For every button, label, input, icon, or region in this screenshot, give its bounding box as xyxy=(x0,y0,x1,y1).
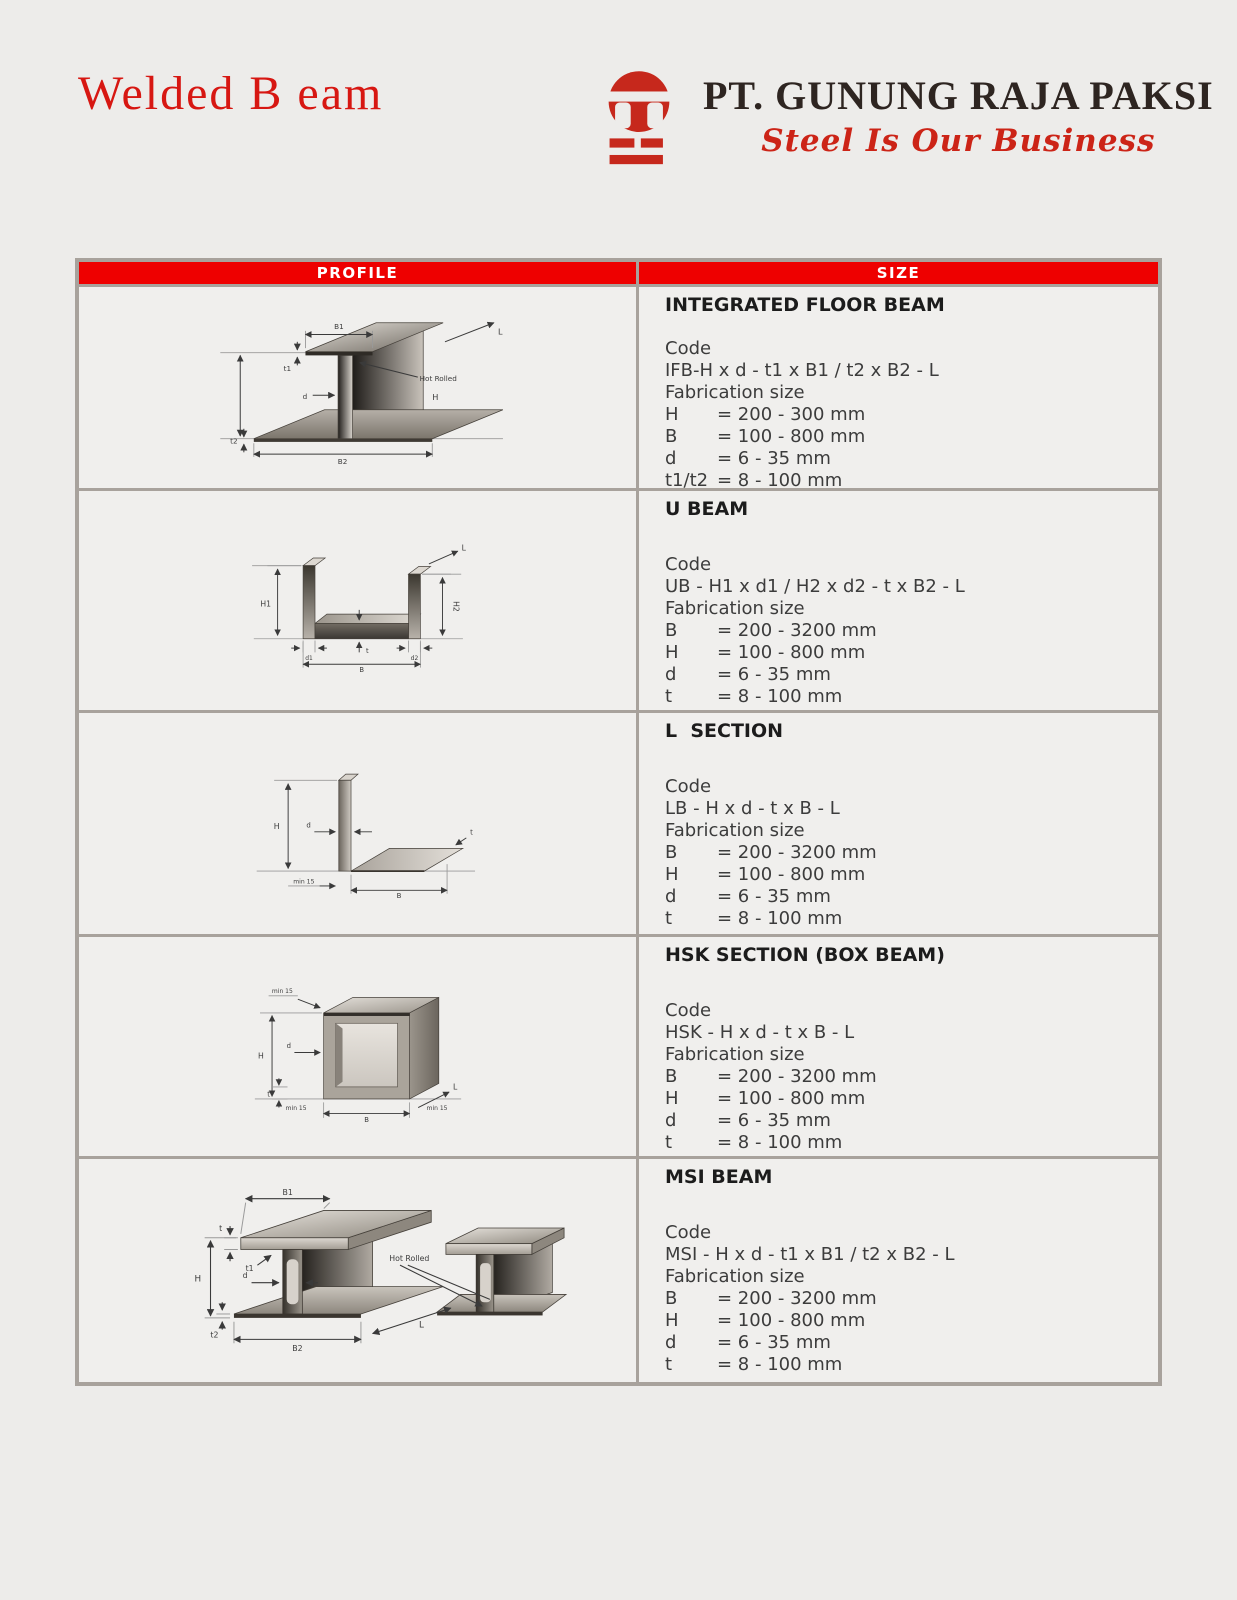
annotation-min15: min 15 xyxy=(292,878,314,886)
dim-key: H xyxy=(665,404,679,425)
ifb-profile-drawing xyxy=(197,311,519,465)
dimension-row xyxy=(665,470,1146,488)
company-tagline: Steel Is Our Business xyxy=(761,123,1156,159)
profile-cell-msi xyxy=(79,1159,636,1382)
code-label: Code xyxy=(665,338,712,359)
dim-value: = 8 - 100 mm xyxy=(717,686,843,707)
dim-value: = 6 - 35 mm xyxy=(717,448,831,469)
product-name: U BEAM xyxy=(665,498,749,520)
dim-label-t: t xyxy=(266,1090,270,1099)
dim-label-b: B xyxy=(363,1116,369,1123)
dim-key: t xyxy=(665,908,673,929)
dim-label-t: t xyxy=(218,1223,222,1233)
dim-label-t: t xyxy=(469,828,473,837)
size-cell-ifb xyxy=(639,287,1158,488)
dim-label-h1: H1 xyxy=(260,599,272,609)
product-name: L SECTION xyxy=(665,720,784,742)
code-value: UB - H1 x d1 / H2 x d2 - t x B2 - L xyxy=(665,576,965,597)
dim-key: d xyxy=(665,448,677,469)
dim-label-l: L xyxy=(497,326,502,337)
dim-value: = 8 - 100 mm xyxy=(717,1354,843,1375)
dimension-row xyxy=(665,620,1146,642)
dim-value: = 100 - 800 mm xyxy=(717,1310,866,1331)
dim-key: B xyxy=(665,1066,678,1087)
dim-value: = 8 - 100 mm xyxy=(717,908,843,929)
fabrication-label: Fabrication size xyxy=(665,1266,805,1287)
msi-profile-drawing xyxy=(148,1183,568,1359)
dim-label-t2: t2 xyxy=(209,1329,218,1339)
dim-value: = 8 - 100 mm xyxy=(717,470,843,488)
dim-key: d xyxy=(665,664,677,685)
dim-label-b2: B2 xyxy=(291,1343,303,1353)
u-beam-profile-drawing xyxy=(230,528,485,673)
dim-label-t1: t1 xyxy=(245,1263,254,1273)
annotation-hot-rolled: Hot Rolled xyxy=(419,373,457,383)
dim-key: H xyxy=(665,864,679,885)
dim-value: = 200 - 3200 mm xyxy=(717,620,877,641)
dim-key: B xyxy=(665,426,678,447)
dimension-row xyxy=(665,1088,1146,1110)
code-value: LB - H x d - t x B - L xyxy=(665,798,840,819)
company-brand xyxy=(593,58,1214,182)
dim-value: = 100 - 800 mm xyxy=(717,1088,866,1109)
dim-value: = 100 - 800 mm xyxy=(717,642,866,663)
dim-value: = 200 - 3200 mm xyxy=(717,842,877,863)
dim-key: t1/t2 xyxy=(665,470,709,488)
l-section-profile-drawing xyxy=(227,747,489,900)
dim-label-t2: t2 xyxy=(229,435,238,445)
dim-key: H xyxy=(665,642,679,663)
dim-label-t: t xyxy=(366,647,369,656)
dimension-row xyxy=(665,404,1146,426)
company-name: PT. GUNUNG RAJA PAKSI xyxy=(703,73,1214,118)
code-label: Code xyxy=(665,1000,712,1021)
dim-value: = 200 - 300 mm xyxy=(717,404,866,425)
dim-label-d: d xyxy=(286,1042,291,1051)
dim-key: B xyxy=(665,1288,678,1309)
dimension-row xyxy=(665,886,1146,908)
dim-value: = 6 - 35 mm xyxy=(717,664,831,685)
dim-label-b1: B1 xyxy=(333,321,344,331)
dim-label-b2: B2 xyxy=(337,456,347,465)
code-value: MSI - H x d - t1 x B1 / t2 x B2 - L xyxy=(665,1244,955,1265)
dimension-row xyxy=(665,448,1146,470)
dim-label-d2: d2 xyxy=(410,655,419,662)
code-value: IFB-H x d - t1 x B1 / t2 x B2 - L xyxy=(665,360,939,381)
dim-value: = 100 - 800 mm xyxy=(717,426,866,447)
dim-label-b: B xyxy=(359,665,365,673)
dim-label-l: L xyxy=(418,1320,424,1331)
dim-label-h: H xyxy=(194,1274,201,1285)
profile-column-header: PROFILE xyxy=(79,262,636,284)
dimension-row xyxy=(665,842,1146,864)
size-cell-ubeam xyxy=(639,491,1158,710)
code-label: Code xyxy=(665,1222,712,1243)
dim-label-h: H xyxy=(257,1051,264,1061)
dim-key: d xyxy=(665,1332,677,1353)
dim-label-h: H xyxy=(273,822,280,832)
dim-label-d: d xyxy=(302,391,307,401)
dim-value: = 200 - 3200 mm xyxy=(717,1288,877,1309)
size-cell-lsection xyxy=(639,713,1158,934)
dim-key: B xyxy=(665,620,678,641)
dimension-row xyxy=(665,1110,1146,1132)
dimension-row xyxy=(665,1066,1146,1088)
annotation-min15-top: min 15 xyxy=(271,988,293,996)
dimension-row xyxy=(665,1332,1146,1354)
grp-logo-icon xyxy=(593,58,685,182)
dim-key: t xyxy=(665,686,673,707)
dimension-row xyxy=(665,1288,1146,1310)
product-name: HSK SECTION (BOX BEAM) xyxy=(665,944,945,966)
annotation-min15-left: min 15 xyxy=(285,1105,307,1113)
brand-text xyxy=(703,58,1214,182)
dim-key: H xyxy=(665,1088,679,1109)
dim-label-h2: H2 xyxy=(451,601,461,612)
dim-value: = 6 - 35 mm xyxy=(717,1110,831,1131)
dim-label-h: H xyxy=(431,391,438,402)
dim-key: d xyxy=(665,886,677,907)
product-name: INTEGRATED FLOOR BEAM xyxy=(665,294,945,316)
size-cell-msi xyxy=(639,1159,1158,1382)
dim-value: = 8 - 100 mm xyxy=(717,1132,843,1153)
dim-label-d1: d1 xyxy=(305,655,313,662)
dim-label-t1: t1 xyxy=(283,363,291,373)
size-cell-hsk xyxy=(639,937,1158,1156)
profile-cell-ifb xyxy=(79,287,636,488)
annotation-hot-rolled: Hot Rolled xyxy=(388,1253,429,1263)
dimension-row xyxy=(665,1310,1146,1332)
dim-value: = 200 - 3200 mm xyxy=(717,1066,877,1087)
dim-value: = 100 - 800 mm xyxy=(717,864,866,885)
dimension-row xyxy=(665,664,1146,686)
dimension-row xyxy=(665,1132,1146,1154)
dimension-row xyxy=(665,908,1146,930)
code-label: Code xyxy=(665,776,712,797)
page-title: Welded B eam xyxy=(78,67,384,120)
annotation-min15-right: min 15 xyxy=(426,1105,448,1113)
fabrication-label: Fabrication size xyxy=(665,1044,805,1065)
dim-label-l: L xyxy=(461,543,466,553)
fabrication-label: Fabrication size xyxy=(665,820,805,841)
hsk-profile-drawing xyxy=(229,970,487,1123)
dim-value: = 6 - 35 mm xyxy=(717,886,831,907)
dimension-row xyxy=(665,426,1146,448)
product-table xyxy=(75,258,1162,1386)
dimension-row xyxy=(665,1354,1146,1376)
dim-value: = 6 - 35 mm xyxy=(717,1332,831,1353)
product-name: MSI BEAM xyxy=(665,1166,773,1188)
dimension-row xyxy=(665,686,1146,708)
fabrication-label: Fabrication size xyxy=(665,598,805,619)
fabrication-label: Fabrication size xyxy=(665,382,805,403)
dim-label-d: d xyxy=(242,1270,248,1280)
dim-label-b1: B1 xyxy=(282,1187,293,1197)
dim-key: t xyxy=(665,1354,673,1375)
profile-cell-lsection xyxy=(79,713,636,934)
profile-cell-hsk xyxy=(79,937,636,1156)
dim-label-b: B xyxy=(396,892,401,900)
size-column-header: SIZE xyxy=(639,262,1158,284)
dim-label-l: L xyxy=(452,1082,457,1092)
code-label: Code xyxy=(665,554,712,575)
dimension-row xyxy=(665,864,1146,886)
dim-key: d xyxy=(665,1110,677,1131)
dim-key: B xyxy=(665,842,678,863)
dim-label-d: d xyxy=(305,821,311,830)
profile-cell-ubeam xyxy=(79,491,636,710)
dim-key: H xyxy=(665,1310,679,1331)
code-value: HSK - H x d - t x B - L xyxy=(665,1022,855,1043)
dimension-row xyxy=(665,642,1146,664)
dim-key: t xyxy=(665,1132,673,1153)
